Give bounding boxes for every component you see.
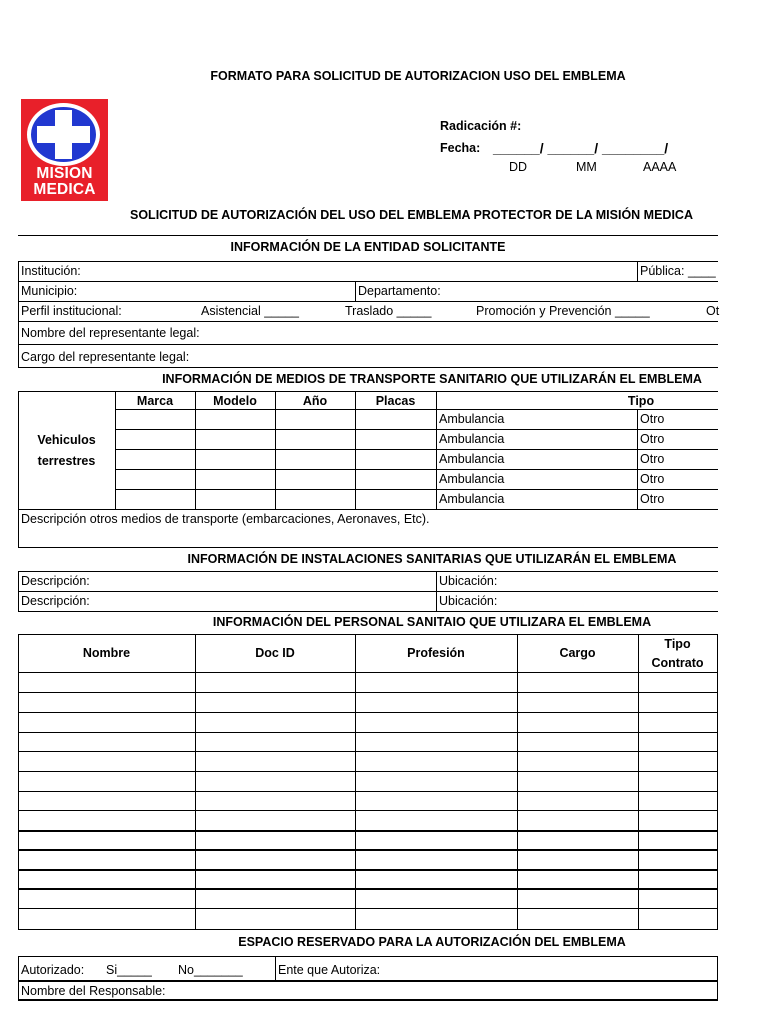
grid-line xyxy=(355,281,356,301)
grid-line xyxy=(18,830,718,832)
grid-line xyxy=(436,571,437,611)
grid-line xyxy=(18,634,19,929)
otros-medios-field[interactable]: Descripción otros medios de transporte (embarcaciones, Aeronaves, Etc). xyxy=(21,512,430,526)
promocion-option[interactable]: Promoción y Prevención _____ xyxy=(476,304,650,318)
grid-line xyxy=(18,810,718,811)
grid-line xyxy=(18,908,718,909)
tipo-otro[interactable]: Otro xyxy=(640,452,665,466)
grid-line xyxy=(717,634,718,929)
grid-line xyxy=(18,999,718,1001)
fecha-dd: DD xyxy=(509,160,528,174)
grid-line xyxy=(195,634,196,929)
ente-autoriza-field[interactable]: Ente que Autoriza: xyxy=(278,963,381,977)
entidad-heading: INFORMACIÓN DE LA ENTIDAD SOLICITANTE xyxy=(230,240,506,254)
grid-line xyxy=(18,751,718,752)
radicacion-label: Radicación #: xyxy=(440,119,522,133)
cargo-representante-field[interactable]: Cargo del representante legal: xyxy=(21,350,190,364)
grid-line xyxy=(18,929,718,930)
grid-line xyxy=(18,980,718,982)
grid-line xyxy=(18,849,718,851)
grid-line xyxy=(18,321,718,322)
mision-medica-logo xyxy=(21,99,108,201)
grid-line xyxy=(18,547,718,548)
si-option[interactable]: Si_____ xyxy=(106,963,152,977)
grid-line xyxy=(115,429,718,430)
responsable-field[interactable]: Nombre del Responsable: xyxy=(21,984,166,998)
departamento-field[interactable]: Departamento: xyxy=(358,284,441,298)
grid-line xyxy=(115,409,718,410)
grid-line xyxy=(18,791,718,792)
representante-field[interactable]: Nombre del representante legal: xyxy=(21,326,200,340)
no-option[interactable]: No_______ xyxy=(178,963,243,977)
asistencial-option[interactable]: Asistencial _____ xyxy=(201,304,299,318)
tipo-ambulancia[interactable]: Ambulancia xyxy=(439,472,505,486)
grid-line xyxy=(18,771,718,772)
grid-line xyxy=(115,489,718,490)
logo-text-line2: MEDICA xyxy=(33,181,96,198)
grid-line xyxy=(18,281,718,282)
grid-line xyxy=(18,301,718,302)
transporte-heading: INFORMACIÓN DE MEDIOS DE TRANSPORTE SANITARIO QUE UTILIZARÁN EL EMBLEMA xyxy=(162,372,702,386)
col-placas: Placas xyxy=(375,394,416,408)
grid-line xyxy=(18,391,718,392)
perfil-label: Perfil institucional: xyxy=(21,304,122,318)
vehiculos-label: Vehiculos xyxy=(37,433,96,447)
form-subtitle: SOLICITUD DE AUTORIZACIÓN DEL USO DEL EMBLEMA PROTECTOR DE LA MISIÓN MEDICA xyxy=(130,208,693,222)
tipo-ambulancia[interactable]: Ambulancia xyxy=(439,432,505,446)
instalaciones-heading: INFORMACIÓN DE INSTALACIONES SANITARIAS QUE UTILIZARÁN EL EMBLEMA xyxy=(187,552,677,566)
col-ano: Año xyxy=(302,394,328,408)
ubicacion-field[interactable]: Ubicación: xyxy=(439,594,498,608)
grid-line xyxy=(18,732,718,733)
grid-line xyxy=(638,634,639,929)
grid-line xyxy=(18,692,718,693)
grid-line xyxy=(18,509,718,510)
logo-circle xyxy=(27,103,100,166)
grid-line xyxy=(18,869,718,871)
grid-line xyxy=(18,888,718,890)
institucion-field[interactable]: Institución: xyxy=(21,264,81,278)
cross-icon-bar xyxy=(37,126,90,143)
grid-line xyxy=(18,367,718,368)
descripcion-field[interactable]: Descripción: xyxy=(21,574,90,588)
grid-line xyxy=(275,956,276,980)
fecha-aaaa: AAAA xyxy=(643,160,677,174)
autorizacion-heading: ESPACIO RESERVADO PARA LA AUTORIZACIÓN DEL EMBLEMA xyxy=(238,935,626,949)
form-title: FORMATO PARA SOLICITUD DE AUTORIZACION USO DEL EMBLEMA xyxy=(210,69,626,83)
grid-line xyxy=(18,261,718,262)
traslado-option[interactable]: Traslado _____ xyxy=(345,304,432,318)
col-tipo: Tipo xyxy=(627,394,655,408)
publica-field[interactable]: Pública: ____ xyxy=(640,264,716,278)
tipo-ambulancia[interactable]: Ambulancia xyxy=(439,452,505,466)
tipo-otro[interactable]: Otro xyxy=(640,432,665,446)
tipo-ambulancia[interactable]: Ambulancia xyxy=(439,412,505,426)
logo-inner-circle xyxy=(31,107,96,162)
autorizado-label: Autorizado: xyxy=(21,963,85,977)
fecha-blanks[interactable]: ______/ ______/ ________/ xyxy=(493,140,669,156)
grid-line xyxy=(18,956,19,1001)
fecha-mm: MM xyxy=(576,160,597,174)
grid-line xyxy=(517,634,518,929)
grid-line xyxy=(18,712,718,713)
grid-line xyxy=(18,672,718,673)
col-marca: Marca xyxy=(136,394,174,408)
tipo-otro[interactable]: Otro xyxy=(640,412,665,426)
grid-line xyxy=(637,261,638,281)
terrestres-label: terrestres xyxy=(37,454,96,468)
col-tipo: Tipo xyxy=(664,637,691,651)
tipo-ambulancia[interactable]: Ambulancia xyxy=(439,492,505,506)
grid-line xyxy=(115,469,718,470)
grid-line xyxy=(355,634,356,929)
grid-line xyxy=(18,591,718,592)
col-doc-id: Doc ID xyxy=(255,646,295,660)
col-contrato: Contrato xyxy=(651,656,704,670)
fecha-label: Fecha: xyxy=(440,141,481,155)
col-profesion: Profesión xyxy=(407,646,465,660)
grid-line xyxy=(18,611,718,612)
descripcion-field[interactable]: Descripción: xyxy=(21,594,90,608)
grid-line xyxy=(115,449,718,450)
grid-line xyxy=(717,956,718,1001)
otro-option[interactable]: Ot xyxy=(706,304,720,318)
grid-line xyxy=(18,571,19,611)
grid-line xyxy=(18,634,718,635)
col-modelo: Modelo xyxy=(213,394,257,408)
col-nombre: Nombre xyxy=(82,646,131,660)
grid-line xyxy=(18,261,19,367)
grid-line xyxy=(18,344,718,345)
tipo-otro[interactable]: Otro xyxy=(640,492,665,506)
grid-line xyxy=(18,571,718,572)
logo-text-line1: MISION xyxy=(36,165,93,182)
grid-line xyxy=(18,956,718,957)
tipo-otro[interactable]: Otro xyxy=(640,472,665,486)
ubicacion-field[interactable]: Ubicación: xyxy=(439,574,498,588)
divider xyxy=(18,235,718,236)
grid-line xyxy=(637,409,638,509)
municipio-field[interactable]: Municipio: xyxy=(21,284,78,298)
col-cargo: Cargo xyxy=(559,646,596,660)
personal-heading: INFORMACIÓN DEL PERSONAL SANITAIO QUE UTILIZARA EL EMBLEMA xyxy=(212,615,652,629)
